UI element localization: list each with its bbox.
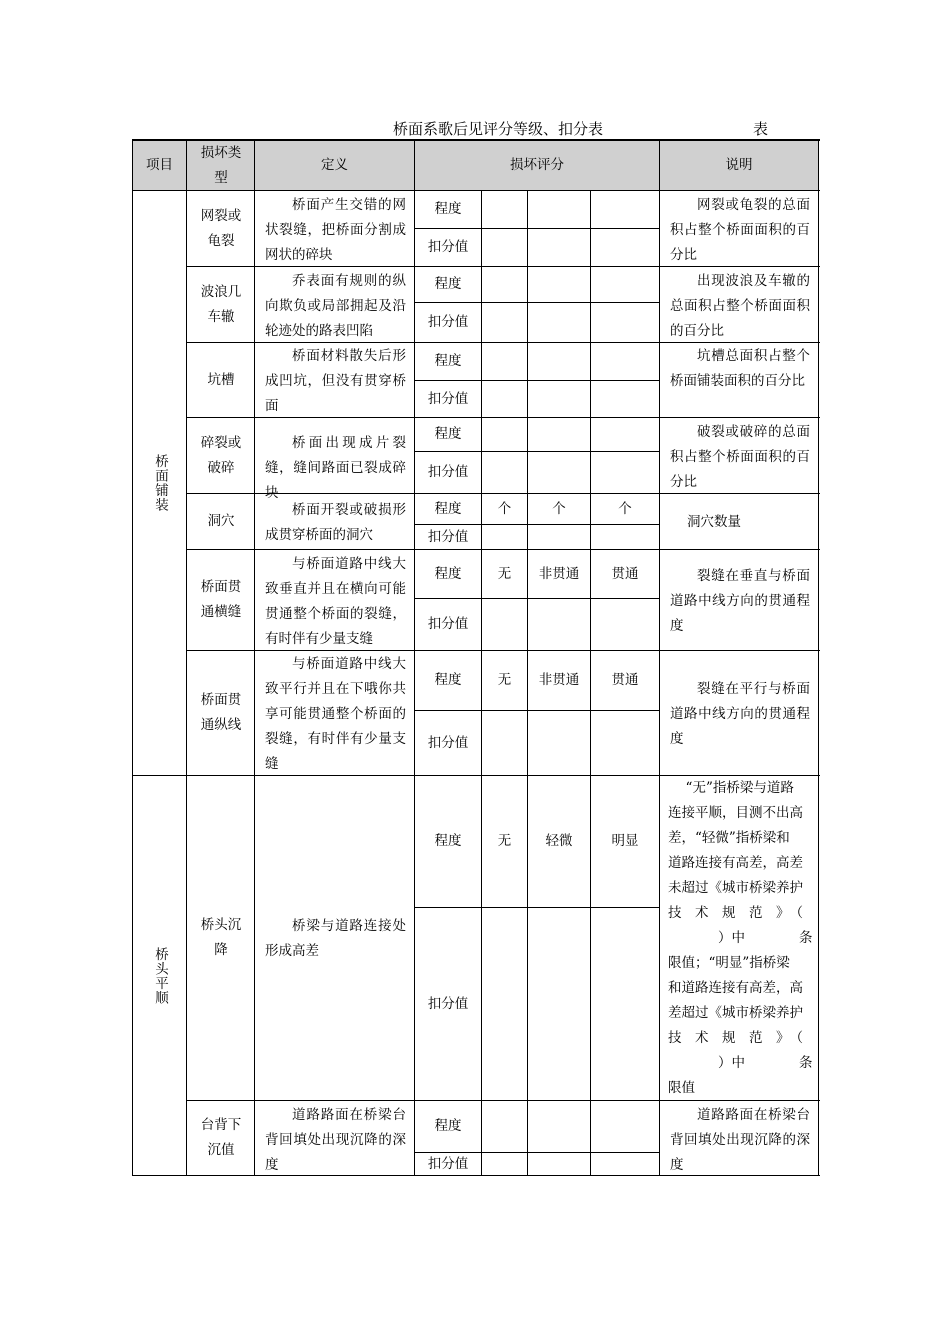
degree-label: 程度 <box>434 500 462 517</box>
header-item: 项目 <box>146 157 173 173</box>
degree-value: 明显 <box>611 833 639 849</box>
degree-label: 程度 <box>434 201 462 217</box>
header-note: 说明 <box>725 157 753 173</box>
degree-label: 程度 <box>434 833 462 849</box>
degree-label: 程度 <box>434 1118 462 1134</box>
row-note: 裂缝在垂直与桥面道路中线方向的贯通程度 <box>670 568 810 634</box>
degree-value: 无 <box>497 672 512 688</box>
degree-value: 贯通 <box>611 672 639 688</box>
table-title: 桥面系歌后见评分等级、扣分表 <box>393 120 604 138</box>
deduction-label: 扣分值 <box>427 239 469 255</box>
deduction-label: 扣分值 <box>427 464 469 480</box>
row-definition: 桥面产生交错的网状裂缝，把桥面分割成网状的碎块 <box>265 197 406 263</box>
row-type: 碎裂或破碎 <box>200 434 242 476</box>
degree-value: 轻微 <box>545 833 573 849</box>
row-note: “无”指桥梁与道路 连接平顺，目测不出高 差，“轻微”指桥梁和 道路连接有高差，高差 未超过《城市桥梁养护 技 术 规 范 》 （ ）中 条 限值；“明显”指桥梁 和道路连接有高差，高 差超过《城市桥梁养护 技 术 规 范 》 （ ）中 条 限值 <box>668 780 813 1096</box>
degree-label: 程度 <box>434 353 462 369</box>
degree-value: 非贯通 <box>538 672 580 688</box>
degree-value: 无 <box>497 833 512 849</box>
row-type: 桥头沉降 <box>200 917 242 958</box>
degree-label: 程度 <box>434 276 462 292</box>
row-note: 道路路面在桥梁台背回填处出现沉降的深度 <box>670 1107 810 1173</box>
row-note: 坑槽总面积占整个桥面铺装面积的百分比 <box>670 348 810 389</box>
row-type: 桥面贯通横缝 <box>200 579 242 620</box>
row-type: 坑槽 <box>207 371 235 388</box>
row-type: 波浪几车辙 <box>200 283 242 325</box>
row-note: 破裂或破碎的总面积占整个桥面面积的百分比 <box>670 424 810 490</box>
section-approach: 桥头平顺 <box>152 946 168 1005</box>
row-note: 裂缝在平行与桥面道路中线方向的贯通程度 <box>670 681 810 747</box>
row-definition: 桥面出现成片裂缝，缝间路面已裂成碎块 <box>265 435 406 501</box>
degree-label: 程度 <box>434 426 462 442</box>
row-definition: 桥面开裂或破损形成贯穿桥面的洞穴 <box>265 502 406 543</box>
row-definition: 乔表面有规则的纵向欺负或局部拥起及沿轮迹处的路表凹陷 <box>265 273 406 339</box>
degree-value: 非贯通 <box>538 565 580 582</box>
table-title-suffix: 表 <box>753 120 769 138</box>
row-definition: 道路路面在桥梁台背回填处出现沉降的深度 <box>265 1107 406 1173</box>
degree-value: 个 <box>618 500 632 517</box>
deduction-label: 扣分值 <box>427 734 469 751</box>
degree-label: 程度 <box>434 672 462 688</box>
row-note: 出现波浪及车辙的总面积占整个桥面面积的百分比 <box>670 273 810 339</box>
header-score: 损坏评分 <box>510 157 564 173</box>
row-type: 洞穴 <box>207 513 235 529</box>
deduction-label: 扣分值 <box>427 616 469 632</box>
row-definition: 桥面材料散失后形成凹坑，但没有贯穿桥面 <box>265 348 406 414</box>
degree-value: 贯通 <box>611 565 639 582</box>
section-deck: 桥面铺装 <box>152 454 168 512</box>
row-type: 台背下沉值 <box>200 1117 242 1158</box>
deduction-label: 扣分值 <box>427 390 469 407</box>
degree-value: 无 <box>497 565 512 582</box>
degree-label: 程度 <box>434 565 462 582</box>
degree-value: 个 <box>497 500 512 517</box>
deduction-label: 扣分值 <box>427 528 469 545</box>
row-definition: 与桥面道路中线大致垂直并且在横向可能贯通整个桥面的裂缝，有时伴有少量支缝 <box>265 556 406 647</box>
row-note: 网裂或龟裂的总面积占整个桥面面积的百分比 <box>670 197 810 263</box>
deduction-label: 扣分值 <box>427 314 469 330</box>
row-definition: 与桥面道路中线大致平行并且在下哦你共享可能贯通整个桥面的裂缝，有时伴有少量支缝 <box>265 656 406 772</box>
row-type: 网裂或龟裂 <box>200 207 242 249</box>
row-type: 桥面贯通纵线 <box>200 692 242 733</box>
header-type: 损坏类型 <box>200 144 242 186</box>
header-definition: 定义 <box>321 157 348 173</box>
deduction-label: 扣分值 <box>427 1155 469 1172</box>
row-note: 洞穴数量 <box>687 514 741 530</box>
deduction-label: 扣分值 <box>427 995 469 1012</box>
row-definition: 桥梁与道路连接处形成高差 <box>265 918 406 959</box>
degree-value: 个 <box>552 500 566 517</box>
